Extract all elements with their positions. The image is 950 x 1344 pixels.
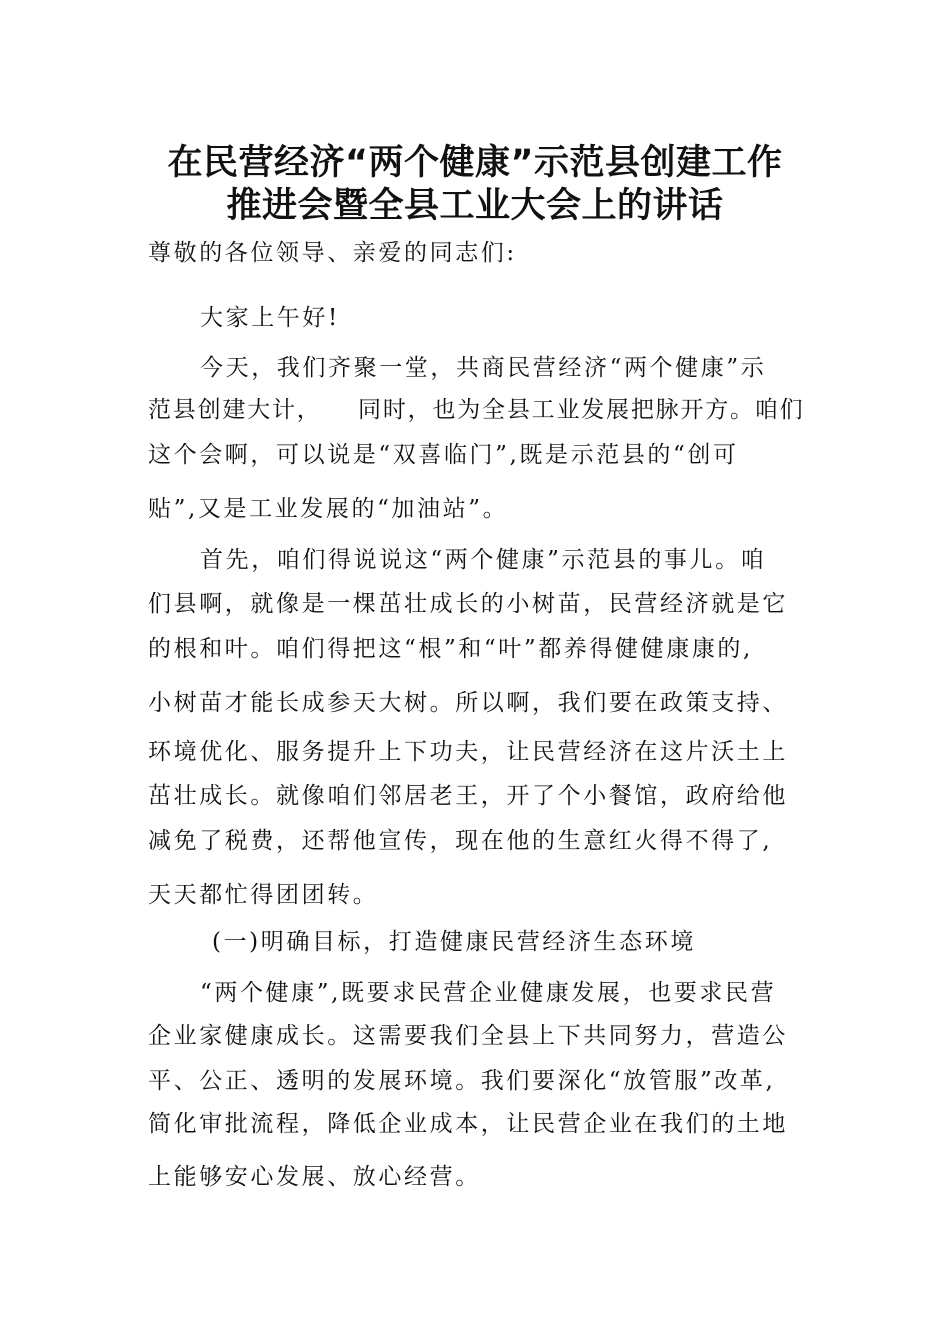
paragraph-3-line: 企业家健康成长。这需要我们全县上下共同努力，营造公 [148,1023,788,1049]
paragraph-3-line: 简化审批流程，降低企业成本，让民营企业在我们的土地 [148,1111,788,1137]
paragraph-3-line: 平、公正、透明的发展环境。我们要深化“放管服”改革, [148,1068,776,1094]
paragraph-1-line: 这个会啊，可以说是“双喜临门”,既是示范县的“创可 [148,442,739,468]
paragraph-2-line: 的根和叶。咱们得把这“根”和“叶”都养得健健康康的, [148,636,753,662]
paragraph-2-line: 茁壮成长。就像咱们邻居老王，开了个小餐馆，政府给他 [148,783,788,809]
paragraph-1-line: 范县创建大计， 同时，也为全县工业发展把脉开方。咱们 [148,397,805,423]
title-line-1: 在民营经济“两个健康”示范县创建工作 [167,143,783,183]
paragraph-2-line: 天天都忙得团团转。 [148,882,379,908]
salutation: 尊敬的各位领导、亲爱的同志们: [148,240,517,266]
paragraph-2-line: 首先，咱们得说说这“两个健康”示范县的事儿。咱 [200,547,767,573]
paragraph-2-line: 小树苗才能长成参天大树。所以啊，我们要在政策支持、 [148,690,788,716]
section-heading: (一)明确目标，打造健康民营经济生态环境 [212,929,696,955]
paragraph-2-line: 减免了税费，还帮他宣传，现在他的生意红火得不得了, [148,828,773,854]
paragraph-2-line: 环境优化、服务提升上下功夫，让民营经济在这片沃土上 [148,739,788,765]
paragraph-3-line: “两个健康”,既要求民营企业健康发展，也要求民营 [200,980,777,1006]
paragraph-3-line: 上能够安心发展、放心经营。 [148,1164,481,1190]
paragraph-2-line: 们县啊，就像是一棵茁壮成长的小树苗，民营经济就是它 [148,591,788,617]
paragraph-1-line: 贴”,又是工业发展的“加油站”。 [148,496,509,522]
greeting: 大家上午好! [200,305,340,331]
title-line-2: 推进会暨全县工业大会上的讲话 [226,186,724,226]
paragraph-1-line: 今天，我们齐聚一堂，共商民营经济“两个健康”示 [200,355,767,381]
